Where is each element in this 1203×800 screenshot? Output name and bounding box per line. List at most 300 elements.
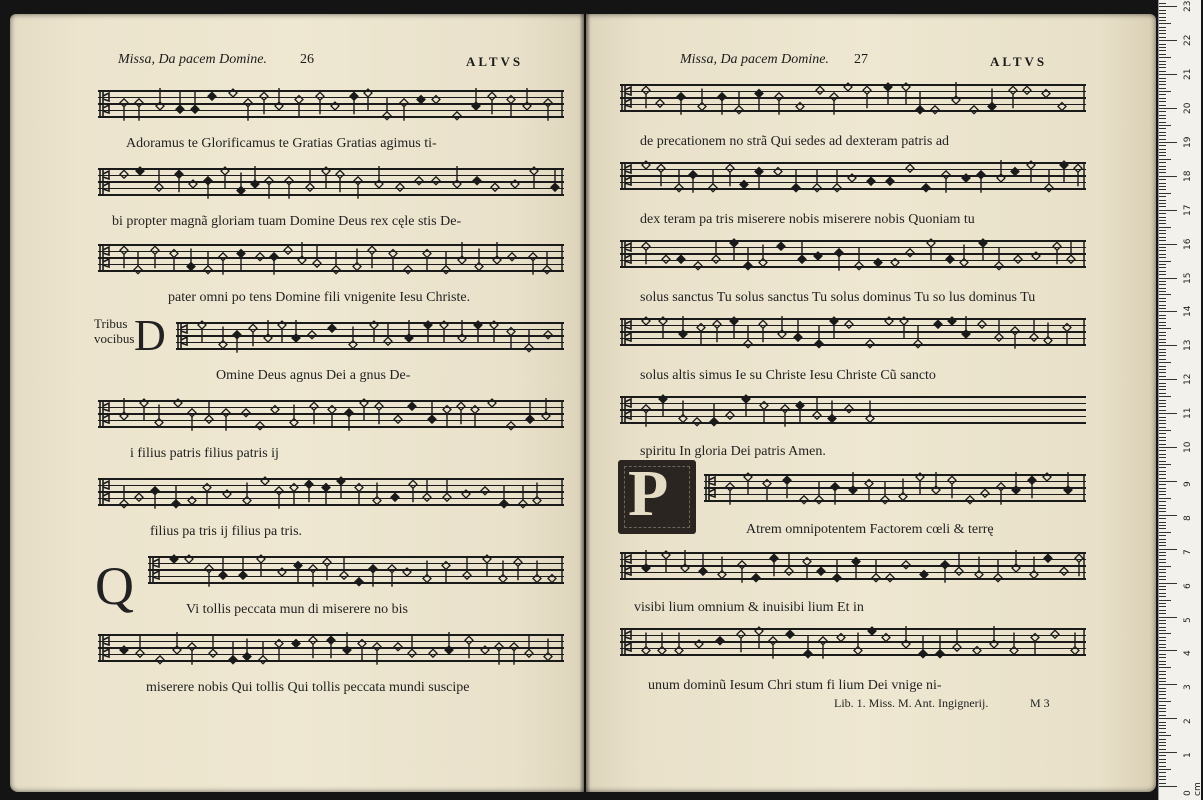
note-head xyxy=(233,331,241,339)
note-head xyxy=(323,558,331,566)
note-head xyxy=(952,96,960,104)
ruler-tick xyxy=(1159,311,1177,312)
note-head xyxy=(151,246,159,254)
note-head xyxy=(188,409,196,417)
note-head xyxy=(658,647,666,655)
note-head xyxy=(495,643,503,651)
note-head xyxy=(278,321,286,329)
note-head xyxy=(170,250,178,258)
ruler-tick xyxy=(1159,247,1166,248)
music-staff xyxy=(620,162,1086,190)
note-head xyxy=(1027,161,1035,169)
ruler-tick xyxy=(1159,64,1166,65)
note-head xyxy=(358,640,366,648)
ruler-tick xyxy=(1159,30,1166,31)
note-head xyxy=(237,250,245,258)
note-head xyxy=(222,409,230,417)
c-clef-icon xyxy=(100,478,109,506)
ruler-tick xyxy=(1159,44,1166,45)
note-head xyxy=(294,562,302,570)
note-head xyxy=(1044,554,1052,562)
notes-group xyxy=(704,474,1086,502)
ruler-tick xyxy=(1159,569,1166,570)
ruler-tick xyxy=(1159,572,1166,573)
ruler-tick xyxy=(1159,206,1166,207)
ruler-tick xyxy=(1159,481,1177,482)
ruler-tick xyxy=(1159,57,1171,58)
note-head xyxy=(803,558,811,566)
note-head xyxy=(173,646,181,654)
ruler-tick xyxy=(1159,237,1166,238)
ruler-tick xyxy=(1159,657,1166,658)
music-staff xyxy=(704,474,1086,502)
music-staff xyxy=(98,244,564,272)
note-head xyxy=(136,649,144,657)
note-head xyxy=(510,643,518,651)
note-head xyxy=(642,317,650,325)
note-head xyxy=(471,406,479,414)
note-head xyxy=(551,183,559,191)
left-part-name: ALTVS xyxy=(466,54,524,69)
note-head xyxy=(191,105,199,113)
note-head xyxy=(1011,327,1019,335)
ruler-tick xyxy=(1159,71,1166,72)
ruler-tick xyxy=(1159,33,1166,34)
ruler-tick xyxy=(1159,10,1166,11)
note-head xyxy=(529,253,537,261)
note-head xyxy=(642,647,650,655)
note-head xyxy=(292,334,300,342)
note-head xyxy=(679,330,687,338)
note-head xyxy=(481,646,489,654)
note-head xyxy=(902,83,910,91)
note-head xyxy=(796,402,804,410)
note-head xyxy=(642,242,650,250)
note-head xyxy=(845,320,853,328)
note-head xyxy=(219,253,227,261)
ruler-tick xyxy=(1159,196,1166,197)
note-head xyxy=(403,568,411,576)
note-head xyxy=(453,180,461,188)
ruler-label: 13 xyxy=(1183,339,1193,352)
ruler-tick xyxy=(1159,633,1171,634)
ruler-tick xyxy=(1159,67,1166,68)
ruler-tick xyxy=(1159,386,1166,387)
note-head xyxy=(730,239,738,247)
note-head xyxy=(354,177,362,185)
note-head xyxy=(423,250,431,258)
ruler-tick xyxy=(1159,335,1166,336)
note-head xyxy=(249,324,257,332)
note-head xyxy=(866,415,874,423)
ruler-tick xyxy=(1159,84,1166,85)
ruler-tick xyxy=(1159,545,1166,546)
note-head xyxy=(755,168,763,176)
note-head xyxy=(278,568,286,576)
note-head xyxy=(490,321,498,329)
note-head xyxy=(120,412,128,420)
ruler-tick xyxy=(1159,172,1166,173)
note-head xyxy=(763,480,771,488)
c-clef-icon xyxy=(622,318,631,346)
voices-label xyxy=(94,316,134,346)
ruler-tick xyxy=(1159,603,1166,604)
note-head xyxy=(295,96,303,104)
note-head xyxy=(852,558,860,566)
note-head xyxy=(221,167,229,175)
ruler-tick xyxy=(1159,91,1171,92)
note-head xyxy=(270,253,278,261)
note-head xyxy=(408,649,416,657)
note-head xyxy=(368,246,376,254)
ruler-label: 0 cm xyxy=(1183,782,1203,796)
note-head xyxy=(1023,86,1031,94)
ruler-tick xyxy=(1159,179,1166,180)
ruler-tick xyxy=(1159,678,1166,679)
note-head xyxy=(394,415,402,423)
note-head xyxy=(990,640,998,648)
lyric-line: unum dominũ Iesum Chri stum fi lium Dei vnige ni- xyxy=(648,678,942,693)
ruler-tick xyxy=(1159,705,1166,706)
ruler-label: 12 xyxy=(1183,373,1193,386)
lyric-line: pater omni po tens Domine fili vnigenite Iesu Christe. xyxy=(168,290,471,305)
ruler-tick xyxy=(1159,433,1166,434)
ruler-tick xyxy=(1159,128,1166,129)
ruler-tick xyxy=(1159,376,1166,377)
ruler-tick xyxy=(1159,50,1166,51)
note-head xyxy=(819,637,827,645)
ruler-label: 22 xyxy=(1183,34,1193,47)
ruler-tick xyxy=(1159,644,1166,645)
ruler-tick xyxy=(1159,308,1166,309)
note-head xyxy=(265,177,273,185)
ruler-tick xyxy=(1159,261,1171,262)
ruler-tick xyxy=(1159,362,1171,363)
note-head xyxy=(322,484,330,492)
note-head xyxy=(391,493,399,501)
c-clef-icon xyxy=(622,628,631,656)
note-head xyxy=(140,399,148,407)
note-head xyxy=(677,255,685,263)
ruler-tick xyxy=(1159,108,1177,109)
note-head xyxy=(1032,252,1040,260)
note-head xyxy=(979,239,987,247)
book-gutter xyxy=(580,14,590,792)
ruler-tick xyxy=(1159,586,1166,587)
note-head xyxy=(657,164,665,172)
ruler-tick xyxy=(1159,94,1166,95)
ruler-tick xyxy=(1159,233,1166,234)
note-head xyxy=(298,256,306,264)
ruler-tick xyxy=(1159,650,1177,651)
music-staff xyxy=(148,556,564,584)
note-head xyxy=(1028,476,1036,484)
ruler-label: 18 xyxy=(1183,170,1193,182)
ruler-tick xyxy=(1159,23,1171,24)
ruler-tick xyxy=(1159,200,1166,201)
ruler-tick xyxy=(1159,284,1166,285)
note-head xyxy=(423,575,431,583)
note-head xyxy=(1053,242,1061,250)
ruler-tick xyxy=(1159,189,1166,190)
ruler-tick xyxy=(1159,752,1177,753)
note-head xyxy=(327,636,335,644)
note-head xyxy=(188,643,196,651)
note-head xyxy=(424,321,432,329)
note-head xyxy=(817,567,825,575)
note-head xyxy=(305,480,313,488)
lyric-line: miserere nobis Qui tollis Qui tollis peccata mundi suscipe xyxy=(146,680,470,695)
note-head xyxy=(308,331,316,339)
note-head xyxy=(523,102,531,110)
ruler-tick xyxy=(1159,186,1166,187)
note-head xyxy=(415,177,423,185)
notes-group xyxy=(148,556,564,584)
note-head xyxy=(375,402,383,410)
ruler-label: 21 xyxy=(1183,68,1193,81)
ruler-tick xyxy=(1159,715,1166,716)
ruler-tick xyxy=(1159,244,1177,245)
note-head xyxy=(244,99,252,107)
ruler-tick xyxy=(1159,762,1166,763)
c-clef-icon xyxy=(150,556,159,584)
ruler-tick xyxy=(1159,315,1166,316)
ruler-tick xyxy=(1159,474,1166,475)
note-head xyxy=(533,497,541,505)
ruler-tick xyxy=(1159,352,1166,353)
notes-group xyxy=(98,90,564,118)
ruler-tick xyxy=(1159,681,1166,682)
ruler-label: 10 xyxy=(1183,441,1193,454)
ruler-tick xyxy=(1159,142,1177,143)
note-head xyxy=(285,177,293,185)
lyric-line: solus altis simus Ie su Christe Iesu Christe Cũ sancto xyxy=(640,368,936,383)
music-staff xyxy=(98,400,564,428)
ruler-tick xyxy=(1159,257,1166,258)
note-head xyxy=(679,415,687,423)
ruler-tick xyxy=(1159,366,1166,367)
ruler-tick xyxy=(1159,322,1166,323)
notes-group xyxy=(620,240,1086,268)
ruler-tick xyxy=(1159,40,1177,41)
ruler-tick xyxy=(1159,13,1166,14)
ruler-tick xyxy=(1159,403,1166,404)
note-head xyxy=(814,252,822,260)
note-head xyxy=(472,102,480,110)
note-head xyxy=(942,171,950,179)
measuring-ruler xyxy=(1158,0,1201,800)
note-head xyxy=(530,167,538,175)
ruler-tick xyxy=(1159,223,1166,224)
note-head xyxy=(256,253,264,261)
ruler-tick xyxy=(1159,671,1166,672)
ruler-tick xyxy=(1159,559,1166,560)
note-head xyxy=(349,341,357,349)
note-head xyxy=(813,411,821,419)
note-head xyxy=(237,187,245,195)
note-head xyxy=(948,317,956,325)
ruler-tick xyxy=(1159,471,1166,472)
ruler-label: 6 xyxy=(1183,582,1193,589)
note-head xyxy=(759,259,767,267)
ruler-tick xyxy=(1159,698,1166,699)
note-head xyxy=(899,493,907,501)
ruler-tick xyxy=(1159,535,1166,536)
note-head xyxy=(849,486,857,494)
note-head xyxy=(1064,486,1072,494)
ruler-tick xyxy=(1159,281,1166,282)
note-head xyxy=(698,103,706,111)
note-head xyxy=(886,177,894,185)
ruler-tick xyxy=(1159,389,1166,390)
note-head xyxy=(400,99,408,107)
note-head xyxy=(718,93,726,101)
ruler-tick xyxy=(1159,783,1166,784)
note-head xyxy=(977,171,985,179)
note-head xyxy=(798,255,806,263)
c-clef-icon xyxy=(622,162,631,190)
note-head xyxy=(742,395,750,403)
note-head xyxy=(310,402,318,410)
note-head xyxy=(229,89,237,97)
ruler-tick xyxy=(1159,183,1166,184)
note-head xyxy=(830,93,838,101)
ruler-label: 1 xyxy=(1183,752,1193,759)
ruler-tick xyxy=(1159,3,1166,4)
note-head xyxy=(837,634,845,642)
lyric-line: Vi tollis peccata mun di miserere no bis xyxy=(186,602,408,617)
note-head xyxy=(507,96,515,104)
note-head xyxy=(642,405,650,413)
ruler-tick xyxy=(1159,494,1166,495)
voices-label-line: vocibus xyxy=(94,331,135,346)
note-head xyxy=(902,561,910,569)
note-head xyxy=(491,183,499,191)
note-head xyxy=(997,483,1005,491)
ruler-tick xyxy=(1159,684,1177,685)
music-staff xyxy=(620,396,1086,424)
ruler-tick xyxy=(1159,623,1166,624)
ruler-tick xyxy=(1159,227,1171,228)
ruler-tick xyxy=(1159,369,1166,370)
ruler-label: 3 xyxy=(1183,684,1193,691)
ruler-tick xyxy=(1159,101,1166,102)
notes-group xyxy=(620,318,1086,346)
note-head xyxy=(544,331,552,339)
ruler-tick xyxy=(1159,278,1177,279)
note-head xyxy=(275,102,283,110)
note-head xyxy=(364,89,372,97)
ruler-tick xyxy=(1159,755,1166,756)
note-head xyxy=(384,337,392,345)
note-head xyxy=(953,643,961,651)
ruler-tick xyxy=(1159,454,1166,455)
ruler-tick xyxy=(1159,508,1166,509)
note-head xyxy=(135,493,143,501)
note-head xyxy=(995,333,1003,341)
note-head xyxy=(264,334,272,342)
voices-label-line: Tribus xyxy=(94,316,128,331)
note-head xyxy=(726,164,734,172)
ruler-tick xyxy=(1159,379,1177,380)
ruler-tick xyxy=(1159,667,1171,668)
c-clef-icon xyxy=(100,90,109,118)
note-head xyxy=(759,320,767,328)
ruler-tick xyxy=(1159,149,1166,150)
note-head xyxy=(423,493,431,501)
note-head xyxy=(1060,161,1068,169)
note-head xyxy=(394,643,402,651)
note-head xyxy=(120,170,128,178)
ruler-tick xyxy=(1159,159,1171,160)
ruler-tick xyxy=(1159,393,1166,394)
note-head xyxy=(203,484,211,492)
note-head xyxy=(223,490,231,498)
music-staff xyxy=(176,322,564,350)
ruler-label: 14 xyxy=(1183,305,1193,318)
ruler-tick xyxy=(1159,522,1166,523)
note-head xyxy=(328,324,336,332)
note-head xyxy=(396,183,404,191)
ruler-tick xyxy=(1159,620,1166,621)
ruler-tick xyxy=(1159,627,1166,628)
note-head xyxy=(760,402,768,410)
music-staff xyxy=(98,478,564,506)
note-head xyxy=(508,253,516,261)
note-head xyxy=(542,412,550,420)
ruler-tick xyxy=(1159,88,1166,89)
note-head xyxy=(544,99,552,107)
note-head xyxy=(151,487,159,495)
note-head xyxy=(786,630,794,638)
note-head xyxy=(796,103,804,111)
note-head xyxy=(526,415,534,423)
lyric-line: filius pa tris ij filius pa tris. xyxy=(150,524,303,539)
music-staff xyxy=(620,318,1086,346)
note-head xyxy=(350,92,358,100)
ruler-label: 15 xyxy=(1183,272,1193,284)
note-head xyxy=(1043,473,1051,481)
note-head xyxy=(243,653,251,661)
note-head xyxy=(1030,333,1038,341)
ruler-tick xyxy=(1159,122,1166,123)
note-head xyxy=(755,627,763,635)
note-head xyxy=(429,649,437,657)
note-head xyxy=(375,180,383,188)
note-head xyxy=(1030,571,1038,579)
note-head xyxy=(1044,337,1052,345)
note-head xyxy=(831,483,839,491)
right-running-title: Missa, Da pacem Domine. xyxy=(680,52,829,67)
ruler-label: 19 xyxy=(1183,136,1193,148)
ruler-tick xyxy=(1159,708,1166,709)
note-head xyxy=(659,317,667,325)
note-head xyxy=(835,249,843,257)
note-head xyxy=(432,177,440,185)
note-head xyxy=(389,250,397,258)
note-head xyxy=(474,321,482,329)
lyric-line: Atrem omnipotentem Factorem cœli & terrę xyxy=(746,522,994,537)
ruler-tick xyxy=(1159,515,1177,516)
note-head xyxy=(243,497,251,505)
note-head xyxy=(973,647,981,655)
ruler-tick xyxy=(1159,318,1166,319)
ruler-tick xyxy=(1159,501,1166,502)
note-head xyxy=(205,565,213,573)
ruler-tick xyxy=(1159,786,1177,787)
note-head xyxy=(209,649,217,657)
note-head xyxy=(544,653,552,661)
